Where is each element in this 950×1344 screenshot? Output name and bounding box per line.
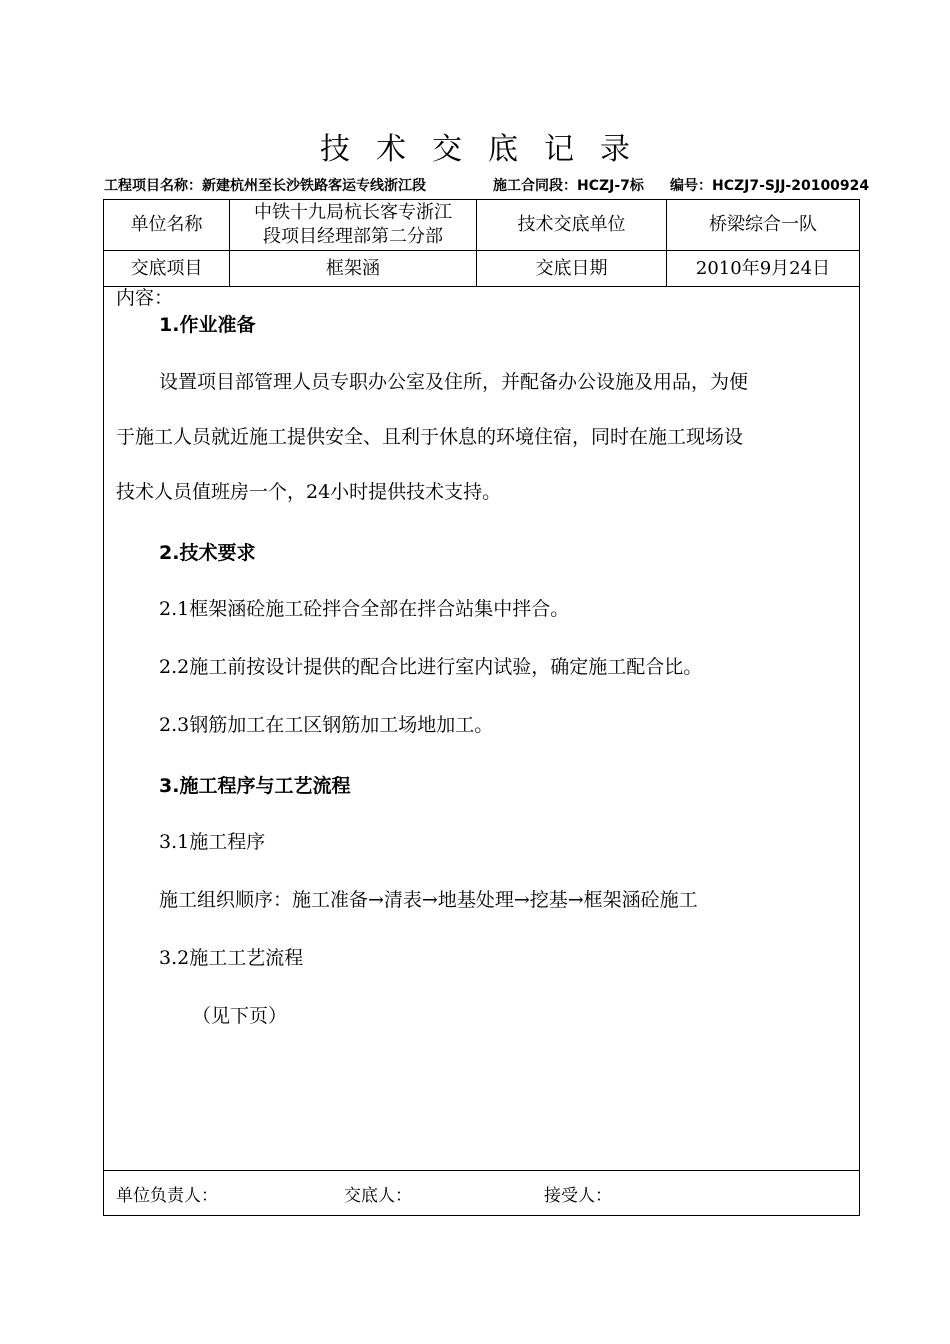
unit-name-line2: 段项目经理部第二分部 bbox=[263, 226, 443, 247]
disclose-unit-value: 桥梁综合一队 bbox=[709, 214, 817, 235]
section-1-line-2: 于施工人员就近施工提供安全、且利于休息的环境住宿，同时在施工现场设 bbox=[116, 426, 744, 448]
unit-name-value bbox=[230, 200, 476, 250]
section-2-item-1: 2.1框架涵砼施工砼拌合全部在拌合站集中拌合。 bbox=[159, 598, 570, 620]
unit-name-line1: 中铁十九局杭长客专浙江 bbox=[254, 202, 452, 223]
date-label: 交底日期 bbox=[535, 257, 608, 279]
section-3-item-1: 3.1施工程序 bbox=[159, 831, 266, 853]
content-label: 内容： bbox=[116, 287, 174, 309]
section-1-line-1: 设置项目部管理人员专职办公室及住所，并配备办公设施及用品，为便 bbox=[159, 371, 749, 393]
section-2-heading: 2.技术要求 bbox=[159, 542, 256, 564]
section-2-item-2: 2.2施工前按设计提供的配合比进行室内试验，确定施工配合比。 bbox=[159, 656, 703, 678]
item-label: 交底项目 bbox=[130, 257, 203, 279]
project-name: 工程项目名称：新建杭州至长沙铁路客运专线浙江段 bbox=[104, 178, 426, 194]
item-value: 框架涵 bbox=[326, 257, 380, 279]
section-2-item-3: 2.3钢筋加工在工区钢筋加工场地加工。 bbox=[159, 714, 494, 736]
date-value: 2010年9月24日 bbox=[695, 257, 831, 279]
page-title: 技术交底记录 bbox=[320, 132, 656, 167]
section-3-heading: 3.施工程序与工艺流程 bbox=[159, 775, 351, 797]
row-divider-3 bbox=[104, 1170, 859, 1171]
unit-leader-signature: 单位负责人： bbox=[116, 1186, 218, 1206]
see-next-page: （见下页） bbox=[192, 1005, 288, 1027]
discloser-signature: 交底人： bbox=[344, 1186, 412, 1206]
contract-section: 施工合同段：HCZJ-7标 bbox=[493, 178, 644, 194]
document-number: 编号：HCZJ7-SJJ-20100924 bbox=[670, 178, 870, 194]
row-divider-2 bbox=[104, 286, 859, 287]
section-1-line-3: 技术人员值班房一个，24小时提供技术支持。 bbox=[116, 481, 502, 503]
section-3-item-2: 3.2施工工艺流程 bbox=[159, 947, 304, 969]
unit-name-label: 单位名称 bbox=[130, 214, 203, 235]
section-1-heading: 1.作业准备 bbox=[159, 314, 256, 336]
receiver-signature: 接受人： bbox=[544, 1186, 612, 1206]
disclosure-form bbox=[103, 199, 860, 1216]
construction-order: 施工组织顺序：施工准备→清表→地基处理→挖基→框架涵砼施工 bbox=[159, 889, 698, 911]
disclose-unit-label: 技术交底单位 bbox=[517, 214, 626, 235]
